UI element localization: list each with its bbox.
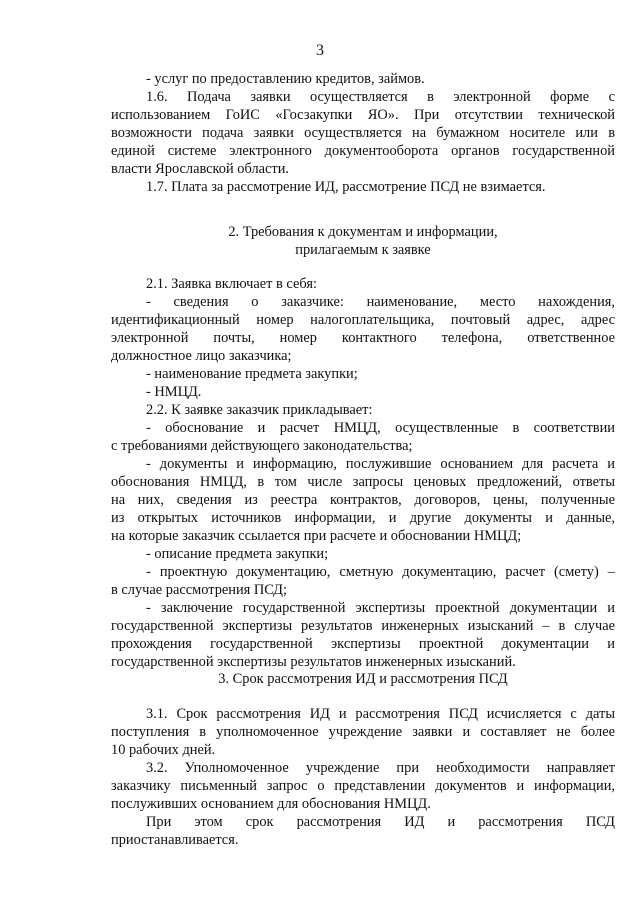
text-line: должностное лицо заказчика; <box>111 348 292 364</box>
word: ИД <box>404 814 425 830</box>
text-line: власти Ярославской области. <box>111 161 290 177</box>
text-line: государственной экспертизы результатов инженерных изысканий. <box>111 654 516 670</box>
word: и <box>447 814 456 830</box>
word: рассмотрения <box>478 814 563 830</box>
text-line: приостанавливается. <box>111 832 239 848</box>
text-line: - услуг по предоставлению кредитов, займов. <box>146 71 425 87</box>
text-line: 3.1. Срок рассмотрения ИД и рассмотрения ПСД исчисляется с даты <box>146 706 615 722</box>
text-line: - НМЦД. <box>146 384 202 400</box>
text-line: - документы и информацию, послужившие основанием для расчета и <box>146 456 615 472</box>
text-line: электронной почты, номер контактного телефона, ответственное <box>111 330 615 346</box>
text-line: - проектную документацию, сметную документацию, расчет (смету) – <box>146 564 615 580</box>
text-line: из открытых источников информации, и другие документы и данные, <box>111 510 615 526</box>
text-line: - сведения о заказчике: наименование, место нахождения, <box>146 294 615 310</box>
text-line: единой системе электронного документооборота органов государственной <box>111 143 615 159</box>
text-line: обоснования НМЦД, в том числе запросы ценовых предложений, ответы <box>111 474 615 490</box>
text-line: в случае рассмотрения ПСД; <box>111 582 287 598</box>
text-line: поступления в уполномоченное учреждение заявки и составляет не более <box>111 724 615 740</box>
heading-line: 3. Срок рассмотрения ИД и рассмотрения ПСД <box>218 671 508 687</box>
text-line: - обоснование и расчет НМЦД, осуществленные в соответствии <box>146 420 615 436</box>
text-line: 3.2. Уполномоченное учреждение при необходимости направляет <box>146 760 615 776</box>
text-line: государственной экспертизы результатов инженерных изысканий – в случае <box>111 618 615 634</box>
text-line: возможности подача заявки осуществляется на бумажном носителе или в <box>111 125 615 141</box>
word: ПСД <box>585 814 615 830</box>
page-number: 3 <box>316 42 324 59</box>
text-line: использованием ГоИС «Госзакупки ЯО». При отсутствии технической <box>111 107 615 123</box>
text-line: на которые заказчик ссылается при расчете и обосновании НМЦД; <box>111 528 522 544</box>
text-line: - наименование предмета закупки; <box>146 366 358 382</box>
word: При <box>146 814 172 830</box>
word: рассмотрения <box>296 814 382 830</box>
text-line: - заключение государственной экспертизы проектной документации и <box>146 600 615 616</box>
section-2-heading <box>111 223 615 259</box>
text-line: идентификационный номер налогоплательщика, почтовый адрес, адрес <box>111 312 615 328</box>
text-line: 1.7. Плата за рассмотрение ИД, рассмотрение ПСД не взимается. <box>146 179 546 195</box>
text-line: 2.1. Заявка включает в себя: <box>146 276 317 292</box>
text-line: послуживших основанием для обоснования НМЦД. <box>111 796 431 812</box>
section-1-text <box>111 70 615 196</box>
section-3-heading <box>111 670 615 688</box>
text-line: 10 рабочих дней. <box>111 742 216 758</box>
text-line: на них, сведения из реестра контрактов, договоров, цены, полученные <box>111 492 615 508</box>
heading-line: 2. Требования к документам и информации, <box>228 224 498 240</box>
text-line: прохождения государственной экспертизы проектной документации и <box>111 636 615 652</box>
word: срок <box>245 814 274 830</box>
text-line: заказчику письменный запрос о представлении документов и информации, <box>111 778 615 794</box>
text-line: 1.6. Подача заявки осуществляется в электронной форме с <box>146 89 615 105</box>
text-line: с требованиями действующего законодательства; <box>111 438 413 454</box>
word: этом <box>194 814 223 830</box>
text-line: 2.2. К заявке заказчик прикладывает: <box>146 402 373 418</box>
text-line: - описание предмета закупки; <box>146 546 329 562</box>
heading-line: прилагаемым к заявке <box>295 242 431 258</box>
section-2-text <box>111 275 615 671</box>
text-line-spread <box>111 813 615 831</box>
section-3-text <box>111 705 615 849</box>
